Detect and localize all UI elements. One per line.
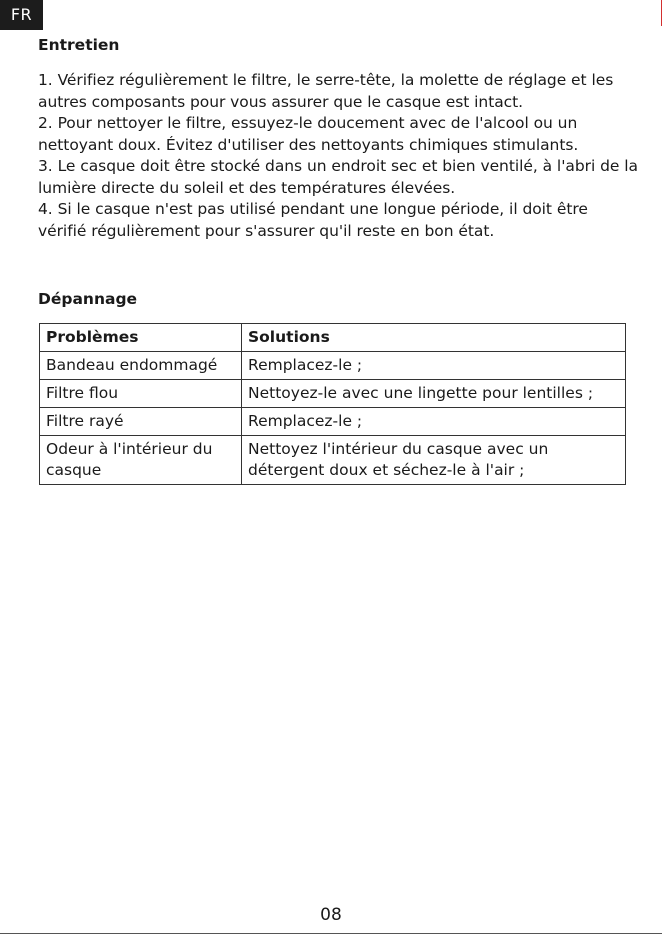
problem-cell: Filtre flou bbox=[40, 380, 242, 408]
maintenance-item-4: 4. Si le casque n'est pas utilisé pendant une longue période, il doit être vérifié régulièrement pour s'assurer qu'il reste en bon état. bbox=[38, 200, 588, 240]
header-solutions: Solutions bbox=[242, 324, 626, 352]
troubleshooting-title: Dépannage bbox=[38, 290, 138, 308]
problem-cell: Filtre rayé bbox=[40, 408, 242, 436]
table-row bbox=[40, 352, 626, 380]
header-problems: Problèmes bbox=[40, 324, 242, 352]
page-number: 08 bbox=[320, 905, 342, 925]
maintenance-instructions bbox=[38, 70, 638, 242]
table-header-row bbox=[40, 324, 626, 352]
solution-cell: Nettoyez l'intérieur du casque avec un détergent doux et séchez-le à l'air ; bbox=[242, 436, 626, 485]
bottom-rule bbox=[0, 933, 662, 934]
problem-cell: Odeur à l'intérieur du casque bbox=[40, 436, 242, 485]
table-row bbox=[40, 436, 626, 485]
troubleshooting-table bbox=[39, 323, 626, 485]
language-tab: FR bbox=[0, 0, 43, 30]
maintenance-title: Entretien bbox=[38, 36, 120, 54]
problem-cell: Bandeau endommagé bbox=[40, 352, 242, 380]
maintenance-item-1: 1. Vérifiez régulièrement le filtre, le serre-tête, la molette de réglage et les autres composants pour vous assurer que le casque est intact. bbox=[38, 71, 614, 111]
maintenance-item-2: 2. Pour nettoyer le filtre, essuyez-le doucement avec de l'alcool ou un nettoyant doux. Évitez d'utiliser des nettoyants chimiques stimulants. bbox=[38, 114, 579, 154]
solution-cell: Nettoyez-le avec une lingette pour lentilles ; bbox=[242, 380, 626, 408]
table-row bbox=[40, 380, 626, 408]
maintenance-item-3: 3. Le casque doit être stocké dans un endroit sec et bien ventilé, à l'abri de la lumière directe du soleil et des températures élevées. bbox=[38, 157, 638, 197]
table-row bbox=[40, 408, 626, 436]
solution-cell: Remplacez-le ; bbox=[242, 408, 626, 436]
solution-cell: Remplacez-le ; bbox=[242, 352, 626, 380]
